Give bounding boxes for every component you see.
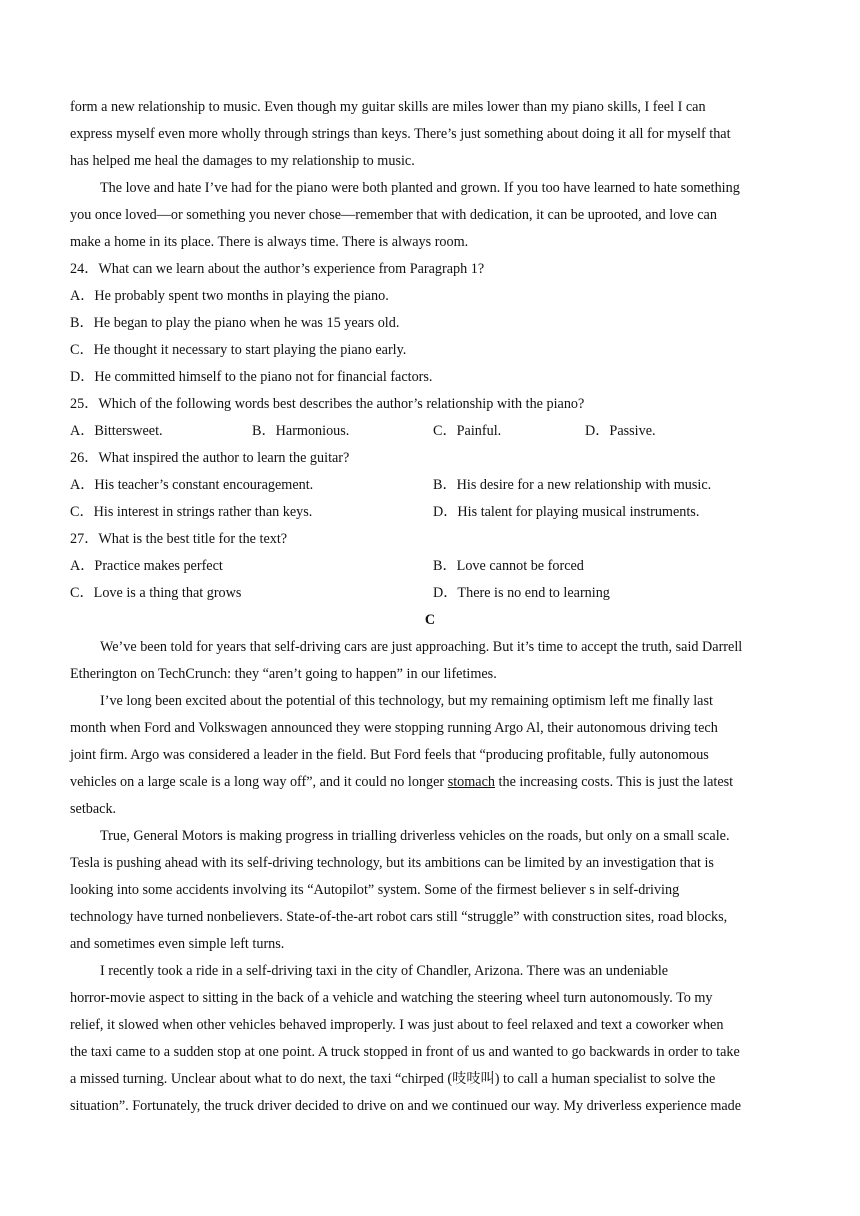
passage-line: make a home in its place. There is always time. There is always room.	[70, 234, 469, 250]
passage-line: joint firm. Argo was considered a leader in the field. But Ford feels that “producing profitable, fully autonomous	[70, 747, 709, 763]
passage-line: the taxi came to a sudden stop at one point. A truck stopped in front of us and wanted to go backwards in order to take	[70, 1044, 740, 1060]
question-24-option-c: C．He thought it necessary to start playing the piano early.	[70, 342, 407, 358]
question-27-option-d: D．There is no end to learning	[433, 585, 610, 601]
exam-page	[70, 94, 790, 1120]
passage-line: looking into some accidents involving its “Autopilot” system. Some of the firmest believer s in self-driving	[70, 882, 680, 898]
question-26-option-c: C．His interest in strings rather than keys.	[70, 504, 313, 520]
question-26-options-row-2	[70, 499, 790, 526]
question-24-stem: 24．What can we learn about the author’s experience from Paragraph 1?	[70, 261, 485, 277]
passage-line	[70, 769, 790, 796]
question-26-option-b: B．His desire for a new relationship with music.	[433, 477, 712, 493]
question-25-stem: 25．Which of the following words best describes the author’s relationship with the piano?	[70, 396, 585, 412]
underlined-word: stomach	[447, 774, 495, 790]
question-26-stem: 26．What inspired the author to learn the guitar?	[70, 450, 350, 466]
passage-line: a missed turning. Unclear about what to do next, the taxi “chirped (吱吱叫) to call a human specialist to solve the	[70, 1071, 716, 1087]
passage-line: Tesla is pushing ahead with its self-driving technology, but its ambitions can be limited by an investigation that is	[70, 855, 714, 871]
question-26-options-row-1	[70, 472, 790, 499]
passage-line: month when Ford and Volkswagen announced they were stopping running Argo Al, their autonomous driving tech	[70, 720, 718, 736]
question-27-options-row-1	[70, 553, 790, 580]
question-27-option-a: A．Practice makes perfect	[70, 558, 223, 574]
question-27-options-row-2	[70, 580, 790, 607]
question-24-option-b: B．He began to play the piano when he was 15 years old.	[70, 315, 400, 331]
passage-line: I’ve long been excited about the potential of this technology, but my remaining optimism left me finally last	[100, 693, 713, 709]
question-27-option-c: C．Love is a thing that grows	[70, 585, 242, 601]
passage-line: The love and hate I’ve had for the piano were both planted and grown. If you too have learned to hate something	[100, 180, 740, 196]
question-24-option-a: A．He probably spent two months in playing the piano.	[70, 288, 389, 304]
question-26-option-a: A．His teacher’s constant encouragement.	[70, 477, 314, 493]
passage-line: horror-movie aspect to sitting in the back of a vehicle and watching the steering wheel turn autonomously. To my	[70, 990, 713, 1006]
passage-text: the increasing costs. This is just the latest	[494, 774, 734, 790]
passage-text: vehicles on a large scale is a long way off”, and it could no longer	[70, 774, 448, 790]
passage-line: technology have turned nonbelievers. State-of-the-art robot cars still “struggle” with construction sites, road blocks,	[70, 909, 728, 925]
passage-line: has helped me heal the damages to my relationship to music.	[70, 153, 415, 169]
passage-line: relief, it slowed when other vehicles behaved improperly. I was just about to feel relaxed and text a coworker when	[70, 1017, 724, 1033]
question-25-option-c: C．Painful.	[433, 423, 502, 439]
passage-line: and sometimes even simple left turns.	[70, 936, 285, 952]
passage-line: you once loved—or something you never chose—remember that with dedication, it can be uprooted, and love can	[70, 207, 717, 223]
question-24-option-d: D．He committed himself to the piano not for financial factors.	[70, 369, 433, 385]
section-heading: C	[424, 612, 436, 628]
question-27-option-b: B．Love cannot be forced	[433, 558, 584, 574]
passage-line: I recently took a ride in a self-driving taxi in the city of Chandler, Arizona. There was an undeniable	[100, 963, 669, 979]
passage-line: We’ve been told for years that self-driving cars are just approaching. But it’s time to accept the truth, said Darrell	[100, 639, 743, 655]
passage-line: True, General Motors is making progress in trialling driverless vehicles on the roads, but only on a small scale.	[100, 828, 730, 844]
question-25-option-d: D．Passive.	[585, 423, 656, 439]
passage-line: form a new relationship to music. Even though my guitar skills are miles lower than my piano skills, I feel I can	[70, 99, 706, 115]
question-25-option-a: A．Bittersweet.	[70, 423, 163, 439]
question-27-stem: 27．What is the best title for the text?	[70, 531, 288, 547]
passage-line: situation”. Fortunately, the truck driver decided to drive on and we continued our way. My driverless experience made	[70, 1098, 742, 1114]
question-25-options	[70, 418, 790, 445]
passage-line: setback.	[70, 801, 117, 817]
passage-line: express myself even more wholly through strings than keys. There’s just something about doing it all for myself that	[70, 126, 731, 142]
passage-line: Etherington on TechCrunch: they “aren’t going to happen” in our lifetimes.	[70, 666, 497, 682]
question-26-option-d: D．His talent for playing musical instruments.	[433, 504, 700, 520]
question-25-option-b: B．Harmonious.	[252, 423, 350, 439]
